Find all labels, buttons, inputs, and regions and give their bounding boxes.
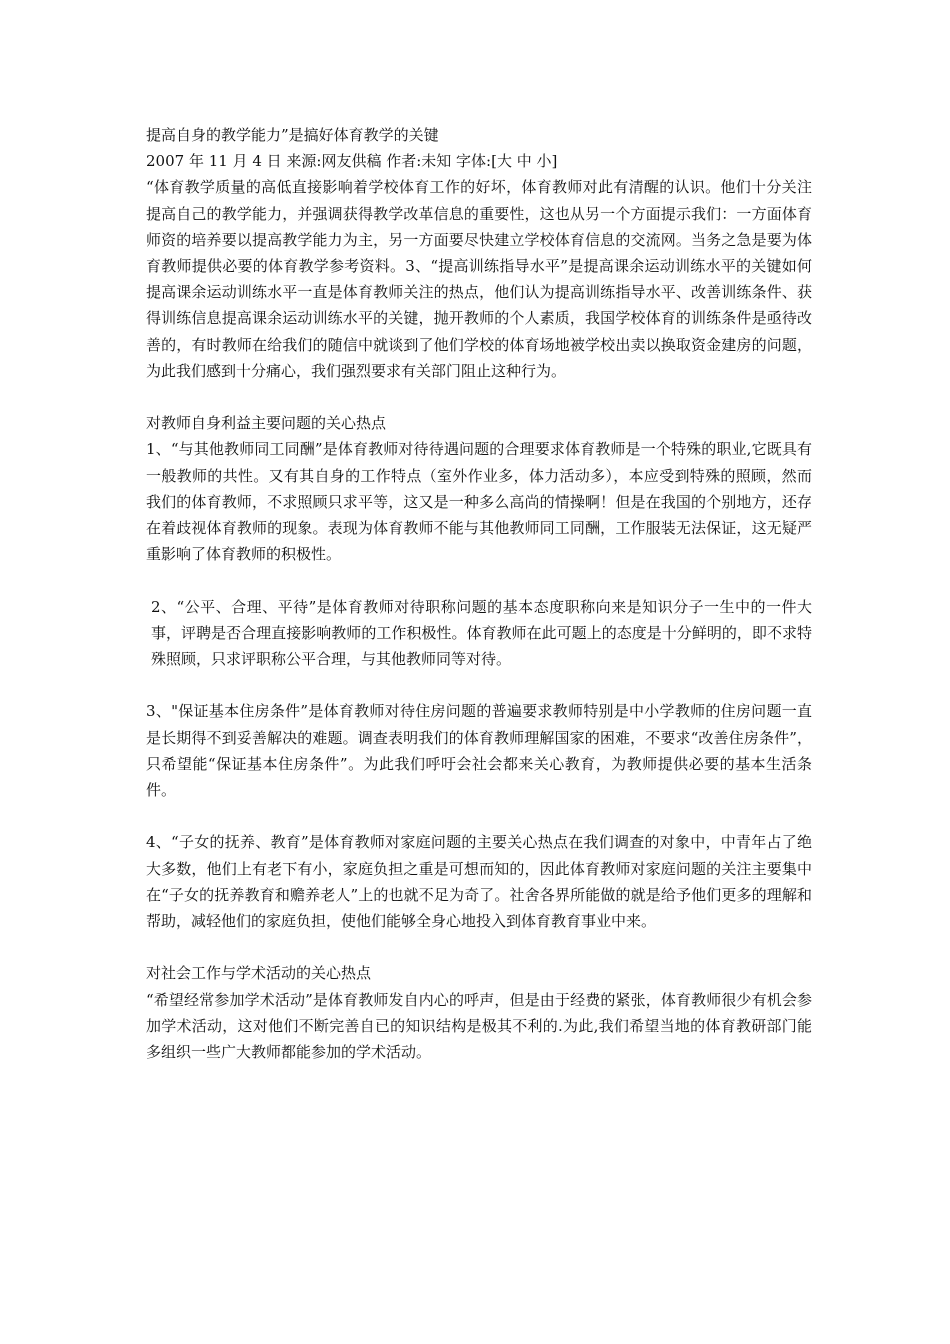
article-title: 提高自身的教学能力”是搞好体育教学的关键 <box>146 126 439 144</box>
paragraph-gap <box>146 803 812 829</box>
intro-paragraph: “体育教学质量的高低直接影响着学校体育工作的好坏，体育教师对此有清醒的认识。他们十分关注提高自己的教学能力，并强调获得教学改革信息的重要性，这也从另一个方面提示我们：一方面体育师资的培养要以提高教学能力为主，另一方面要尽快建立学校体育信息的交流网。当务之急是要为体育教师提供必要的体育教学参考资料。3、“提高训练指导水平”是提高课余运动训练水平的关键如何提高课余运动训练水平一直是体育教师关注的热点，他们认为提高训练指导水平、改善训练条件、获得训练信息提高课余运动训练水平的关键，抛开教师的个人素质，我国学校体育的训练条件是亟待改善的，有时教师在给我们的随信中就谈到了他们学校的体育场地被学校出卖以换取资金建房的问题，为此我们感到十分痛心，我们强烈要求有关部门阻止这种行为。 <box>146 178 812 380</box>
section-heading-self-interest: 对教师自身利益主要问题的关心热点 <box>146 414 387 433</box>
paragraph-gap <box>146 672 812 698</box>
document-page <box>146 122 812 1065</box>
paragraph-gap <box>146 934 812 960</box>
list-item-equal-pay: 1、“与其他教师同工同酬”是体育教师对待待遇问题的合理要求体育教师是一个特殊的职业,它既具有一般教师的共性。又有其自身的工作特点（室外作业多，体力活动多），本应受到特殊的照顾，然而我们的体育教师，不求照顾只求平等，这又是一种多么高尚的情操啊！但是在我国的个别地方，还存在着歧视体育教师的现象。表现为体育教师不能与其他教师同工同酬，工作服装无法保证，这无疑严重影响了体育教师的积极性。 <box>146 440 812 564</box>
section-heading-academic: 对社会工作与学术活动的关心热点 <box>146 964 372 983</box>
article-meta: 2007 年 11 月 4 日 来源:网友供稿 作者:未知 字体:[大 中 小] <box>146 152 558 171</box>
paragraph-gap <box>146 384 812 410</box>
list-item-title-evaluation: 2、“公平、合理、平待”是体育教师对待职称问题的基本态度职称向来是知识分子一生中的一件大事，评聘是否合理直接影响教师的工作积极性。体育教师在此可题上的态度是十分鲜明的，即不求特殊照顾，只求评职称公平合理，与其他教师同等对待。 <box>151 597 812 669</box>
list-item-children-education: 4、“子女的抚养、教育”是体育教师对家庭问题的主要关心热点在我们调查的对象中，中青年占了绝大多数，他们上有老下有小，家庭负担之重是可想而知的，因此体育教师对家庭问题的关注主要集中在“子女的抚养教育和赡养老人”上的也就不足为奇了。社舍各界所能做的就是给予他们更多的理解和帮助，减轻他们的家庭负担，使他们能够全身心地投入到体育教育事业中来。 <box>146 833 812 931</box>
paragraph-gap <box>146 567 812 593</box>
list-item-housing: 3、"保证基本住房条件”是体育教师对待住房问题的普遍要求教师特别是中小学教师的住房问题一直是长期得不到妥善解决的难题。调查表明我们的体育教师理解国家的困难，不要求“改善住房条件”，只希望能“保证基本住房条件”。为此我们呼吁会社会都来关心教育，为教师提供必要的基本生活条件。 <box>146 702 812 800</box>
academic-paragraph: “希望经常参加学术活动”是体育教师发自内心的呼声，但是由于经费的紧张，体育教师很少有机会参加学术活动，这对他们不断完善自已的知识结构是极其不利的.为此,我们希望当地的体育教研部门能多组织一些广大教师都能参加的学术活动。 <box>146 990 812 1062</box>
